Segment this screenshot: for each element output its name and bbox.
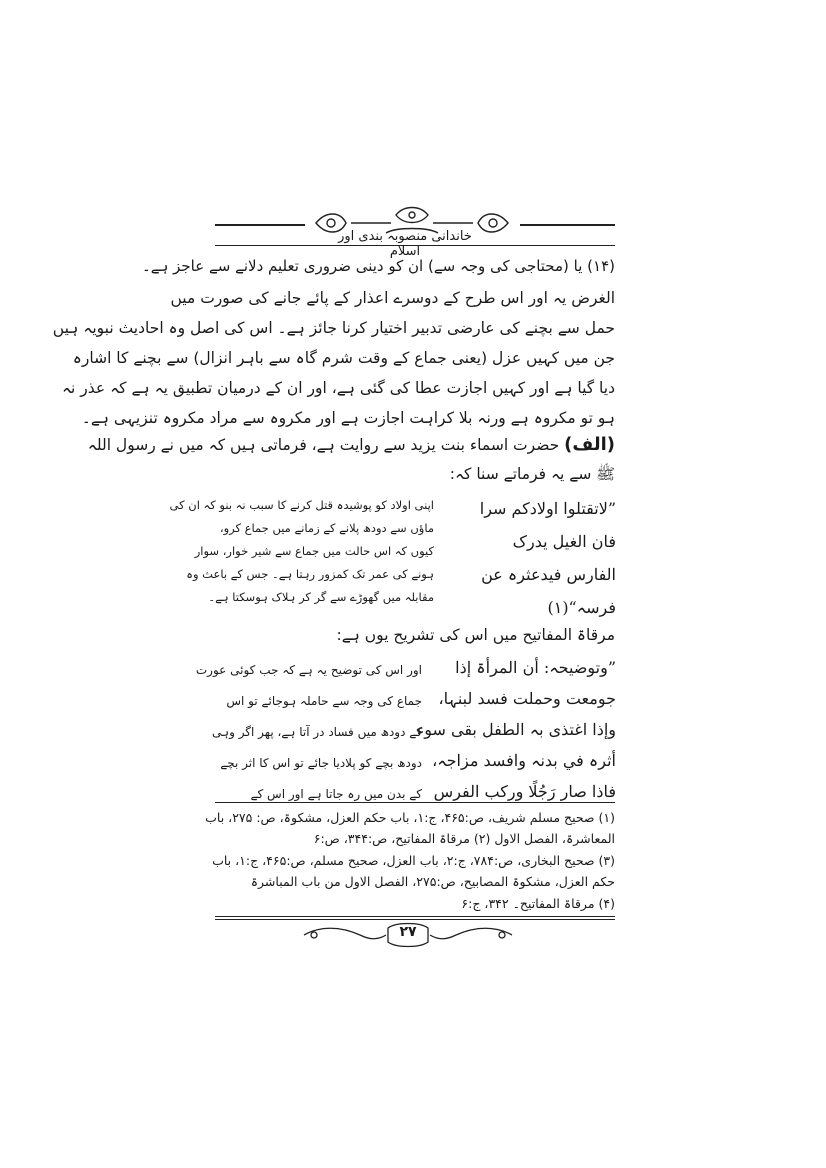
body-line-1: الغرض یہ اور اس طرح کے دوسرے اعذار کے پائے جانے کی صورت میں (170, 289, 615, 307)
hadith1-arabic-line: ”لاتقتلوا اولادکم سرا (479, 499, 616, 518)
footnote-4: (۴) مرقاۃ المفاتیح۔ ۳۴۲، ج:۶ (461, 896, 615, 911)
hadith2-urdu-line: اور اس کی توضیح یہ ہے کہ جب کوئی عورت (195, 663, 422, 677)
hadith2-arabic-line: فاذا صار رَجُلًا ورکب الفرس (433, 782, 616, 801)
hadith2-urdu-line: کے بدن میں رہ جاتا ہے اور اس کے (250, 787, 422, 801)
footnote-3-line-2: حکم العزل، مشکوۃ المصابیح، ص:۲۷۵، الفصل الاول من باب المباشرۃ (250, 874, 615, 889)
footnote-3-line-1: (۳) صحیح البخاری، ص:۷۸۴، ج:۲، باب العزل، صحیح مسلم، ص:۴۶۵، ج:۱، باب (212, 853, 615, 868)
footnote-rule (215, 802, 615, 803)
alif-line-1 (87, 434, 615, 455)
hadith2-urdu (195, 655, 422, 810)
hadith1-arabic-line: فان الغیل یدرک (512, 532, 616, 551)
hadith1-urdu-line: ہونے کی عمر تک کمزور رہتا ہے۔ جس کے باعث وہ (186, 567, 434, 581)
footer-rule-top (215, 916, 615, 917)
body-line-5: ہو تو مکروہ ہے ورنہ بلا کراہت اجازت ہے اور مکروہ سے مراد مکروہ تنزیہی ہے۔ (81, 409, 615, 427)
hadith1-urdu-line: مقابلہ میں گھوڑے سے گر کر ہلاک ہوسکتا ہے۔ (208, 590, 434, 604)
paragraph-14: (۱۴) یا (محتاجی کی وجہ سے) ان کو دینی ضروری تعلیم دلانے سے عاجز ہے۔ (141, 257, 615, 275)
hadith2-urdu-line: جماع کی وجہ سے حاملہ ہوجائے تو اس (226, 694, 422, 708)
hadith1-urdu-line: ماؤں سے دودھ پلانے کے زمانے میں جماع کرو، (219, 521, 434, 535)
hadith1-arabic (451, 492, 616, 624)
footer-rule-bottom (215, 919, 615, 920)
alif-line-2: ﷺ سے یہ فرماتے سنا کہ: (449, 465, 615, 483)
body-line-4: دیا گیا ہے اور کہیں اجازت عطا کی گئی ہے، اور ان کے درمیان تطبیق یہ ہے کہ عذر نہ (61, 379, 615, 397)
body-line-3: جن میں کہیں عزل (یعنی جماع کے وقت شرم گاہ سے باہر انزال) سے بچنے کا اشارہ (72, 349, 615, 367)
hadith2-arabic-line: أثرہ في بدنہ وافسد مزاجہ، (432, 751, 616, 770)
hadith2-arabic-line: ”وتوضیحہ: أن المرأۃ إذا (455, 658, 616, 677)
hadith2-arabic-line: جومعت وحملت فسد لبنہا، (438, 689, 616, 708)
footnote-1-line-2: المعاشرۃ، الفصل الاول (۲) مرقاۃ المفاتیح، ص:۳۴۴، ص:۶ (313, 831, 615, 846)
hadith2-urdu-line: کے دودھ میں فساد در آتا ہے، پھر اگر وہی (212, 725, 422, 739)
hadith2-urdu-line: دودھ بچے کو پلادیا جائے تو اس کا اثر بچے (220, 756, 422, 770)
hadith2-arabic (416, 652, 616, 807)
running-header-title: خاندانی منصوبہ بندی اور اسلام (338, 229, 472, 259)
hadith2-arabic-line: وإذا اغتذی بہ الطفل بقی سوء (416, 720, 616, 739)
hadith1-urdu-line: کیوں کہ اس حالت میں جماع سے شیر خوار، سوار (194, 544, 434, 558)
hadith1-urdu-line: اپنی اولاد کو پوشیدہ قتل کرنے کا سبب نہ بنو کہ ان کی (169, 498, 434, 512)
mirqat-intro: مرقاۃ المفاتیح میں اس کی تشریح یوں ہے: (336, 626, 615, 644)
hadith1-arabic-line: الفارس فیدعثرہ عن (481, 565, 616, 584)
alif-text: حضرت اسماء بنت یزید سے روایت ہے، فرماتی ہیں کہ میں نے رسول اللہ (87, 436, 560, 454)
page-number: ۲۷ (399, 924, 417, 940)
hadith1-urdu (169, 494, 434, 609)
hadith1-arabic-line: فرسہ“(۱) (547, 598, 616, 617)
body-line-2: حمل سے بچنے کی عارضی تدبیر اختیار کرنا جائز ہے۔ اس کی اصل وہ احادیث نبویہ ہیں (52, 319, 615, 337)
footnote-1-line-1: (۱) صحیح مسلم شریف، ص:۴۶۵، ج:۱، باب حکم العزل، مشکوۃ، ص: ۲۷۵، باب (205, 810, 615, 825)
alif-label: (الف) (564, 434, 615, 455)
header-rule-right (520, 224, 615, 226)
header-rule-left (215, 224, 305, 226)
